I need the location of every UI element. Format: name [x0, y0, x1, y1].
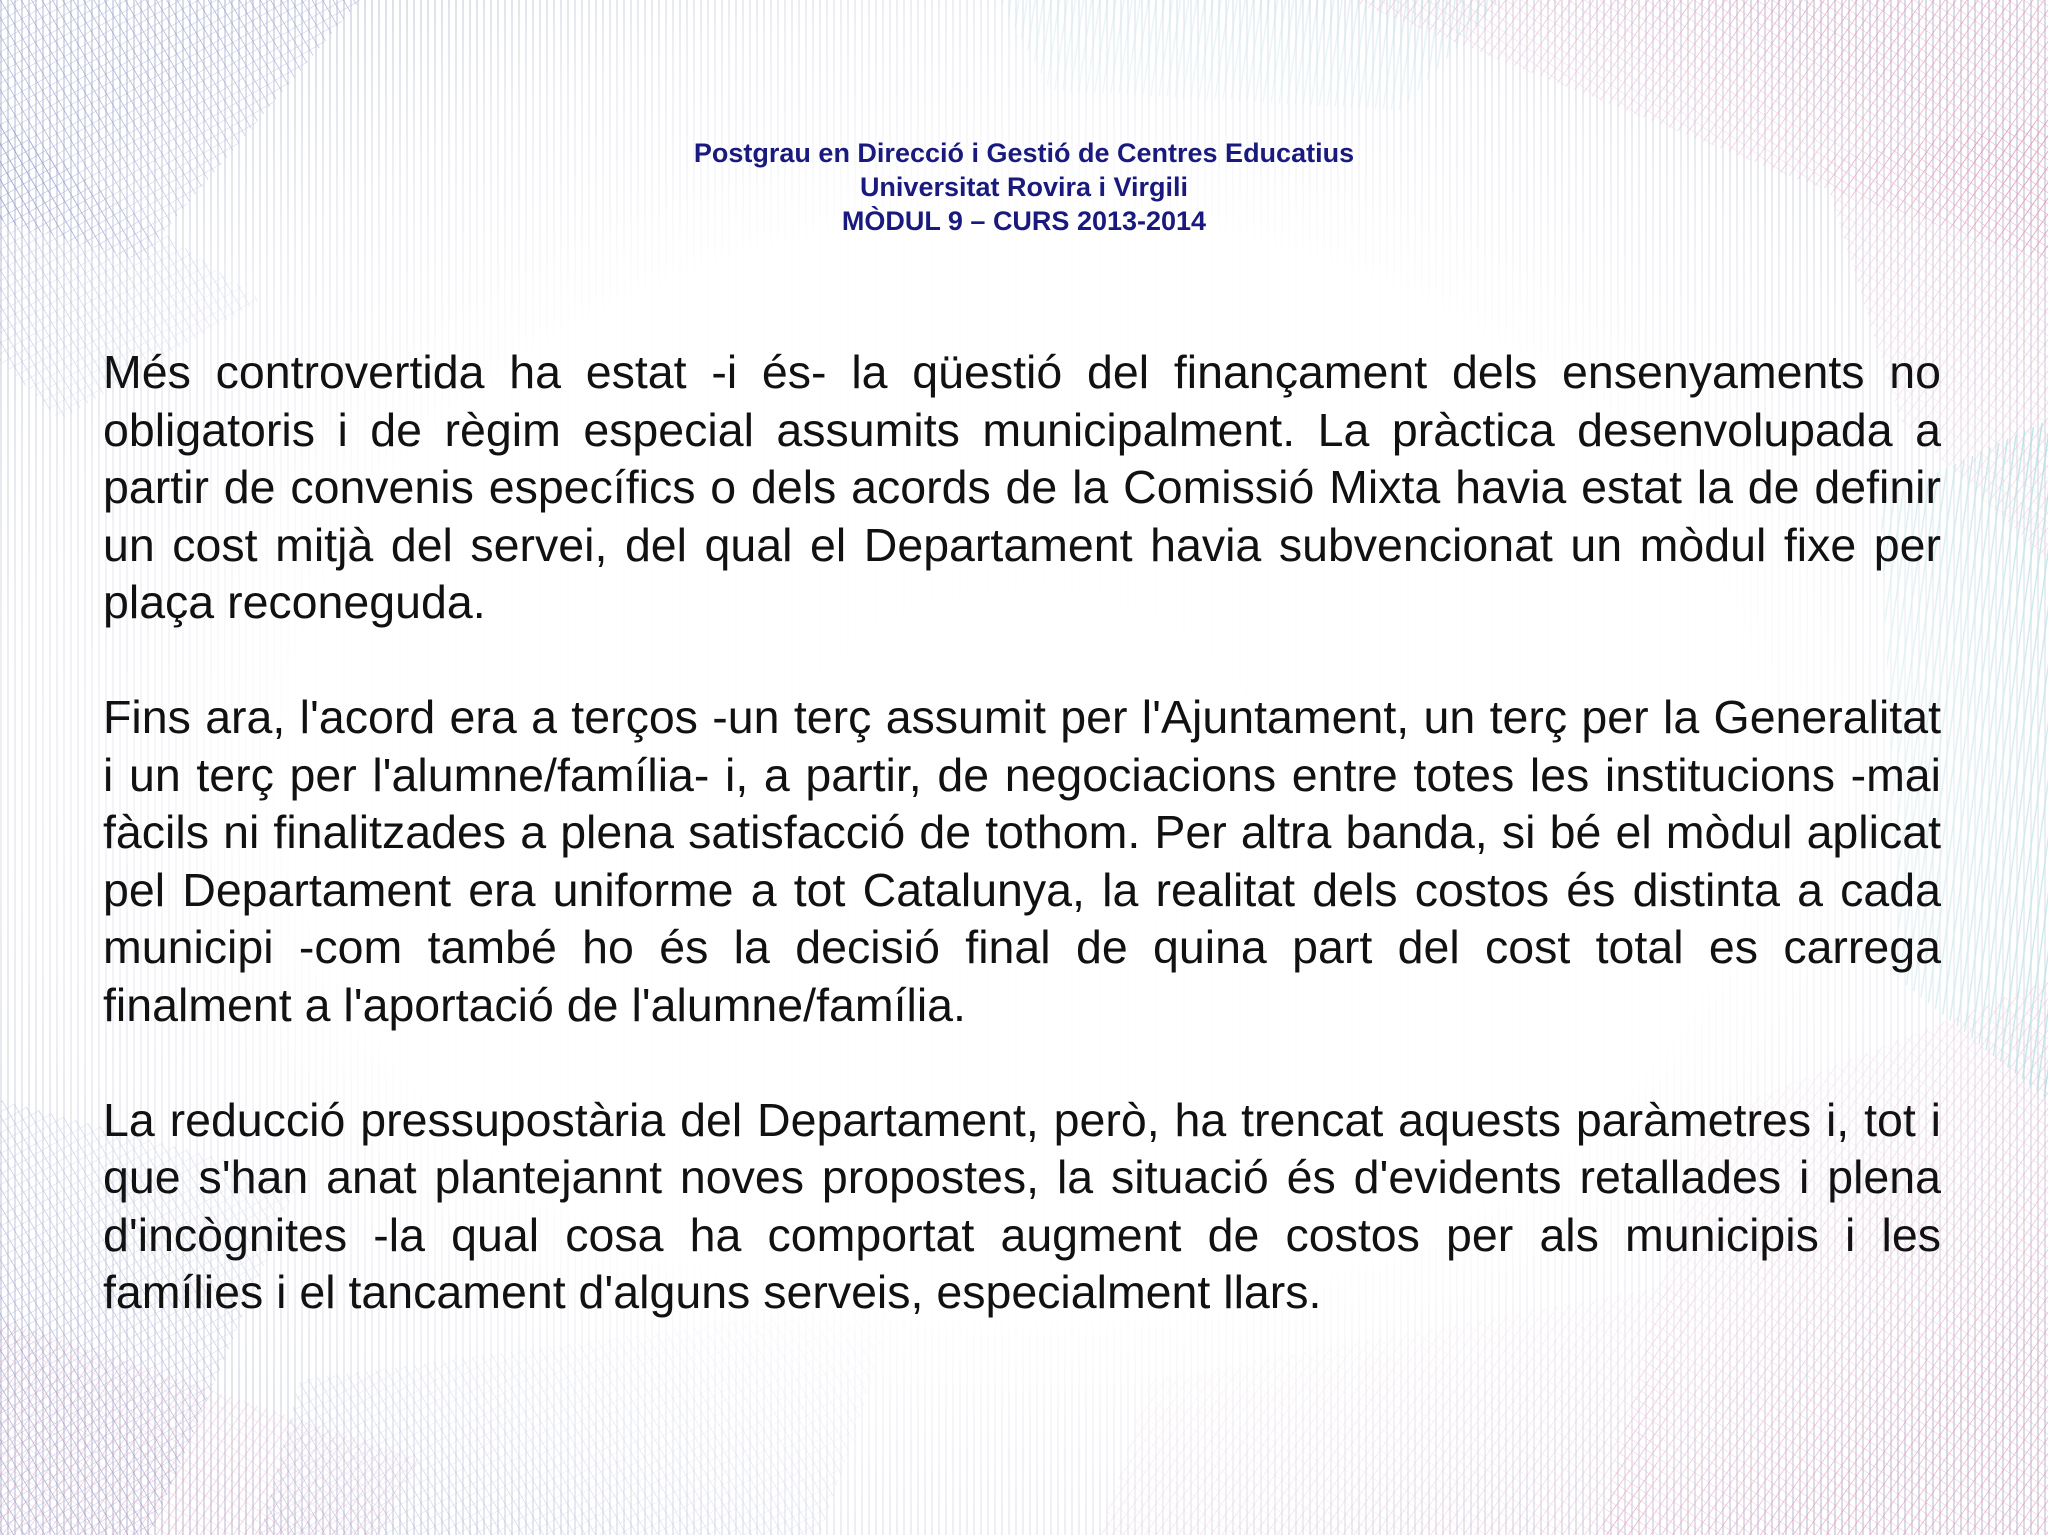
paragraph-budget-reduction: La reducció pressupostària del Departament, però, ha trencat aquests paràmetres i, tot i que s'han anat plantejannt noves propostes, la situació és d'evidents retallades i plena d'incògnites -la qual cosa ha comportat augment de costos per als municipis i les famílies i el tancament d'alguns serveis, especialment llars.: [103, 1093, 1941, 1318]
header-program-title: Postgrau en Direcció i Gestió de Centres Educatius: [693, 138, 1355, 168]
course-header: [0, 136, 2048, 238]
header-university: Universitat Rovira i Virgili: [859, 172, 1189, 202]
paragraph-thirds-agreement: Fins ara, l'acord era a terços -un terç assumit per l'Ajuntament, un terç per la Generalitat i un terç per l'alumne/família- i, a partir, de negociacions entre totes les institucions -mai fàcils ni finalitzades a plena satisfacció de tothom. Per altra banda, si bé el mòdul aplicat pel Departament era uniforme a tot Catalunya, la realitat dels costos és distinta a cada municipi -com també ho és la decisió final de quina part del cost total es carrega finalment a l'aportació de l'alumne/família.: [103, 691, 1941, 1031]
paragraph-financing-controversy: Més controvertida ha estat -i és- la qüestió del finançament dels ensenyaments no obligatoris i de règim especial assumits municipalment. La pràctica desenvolupada a partir de convenis específics o dels acords de la Comissió Mixta havia estat la de definir un cost mitjà del servei, del qual el Departament havia subvencionat un mòdul fixe per plaça reconeguda.: [103, 346, 1941, 628]
header-module-course: MÒDUL 9 – CURS 2013-2014: [841, 206, 1207, 236]
body-text: [103, 344, 1941, 1322]
